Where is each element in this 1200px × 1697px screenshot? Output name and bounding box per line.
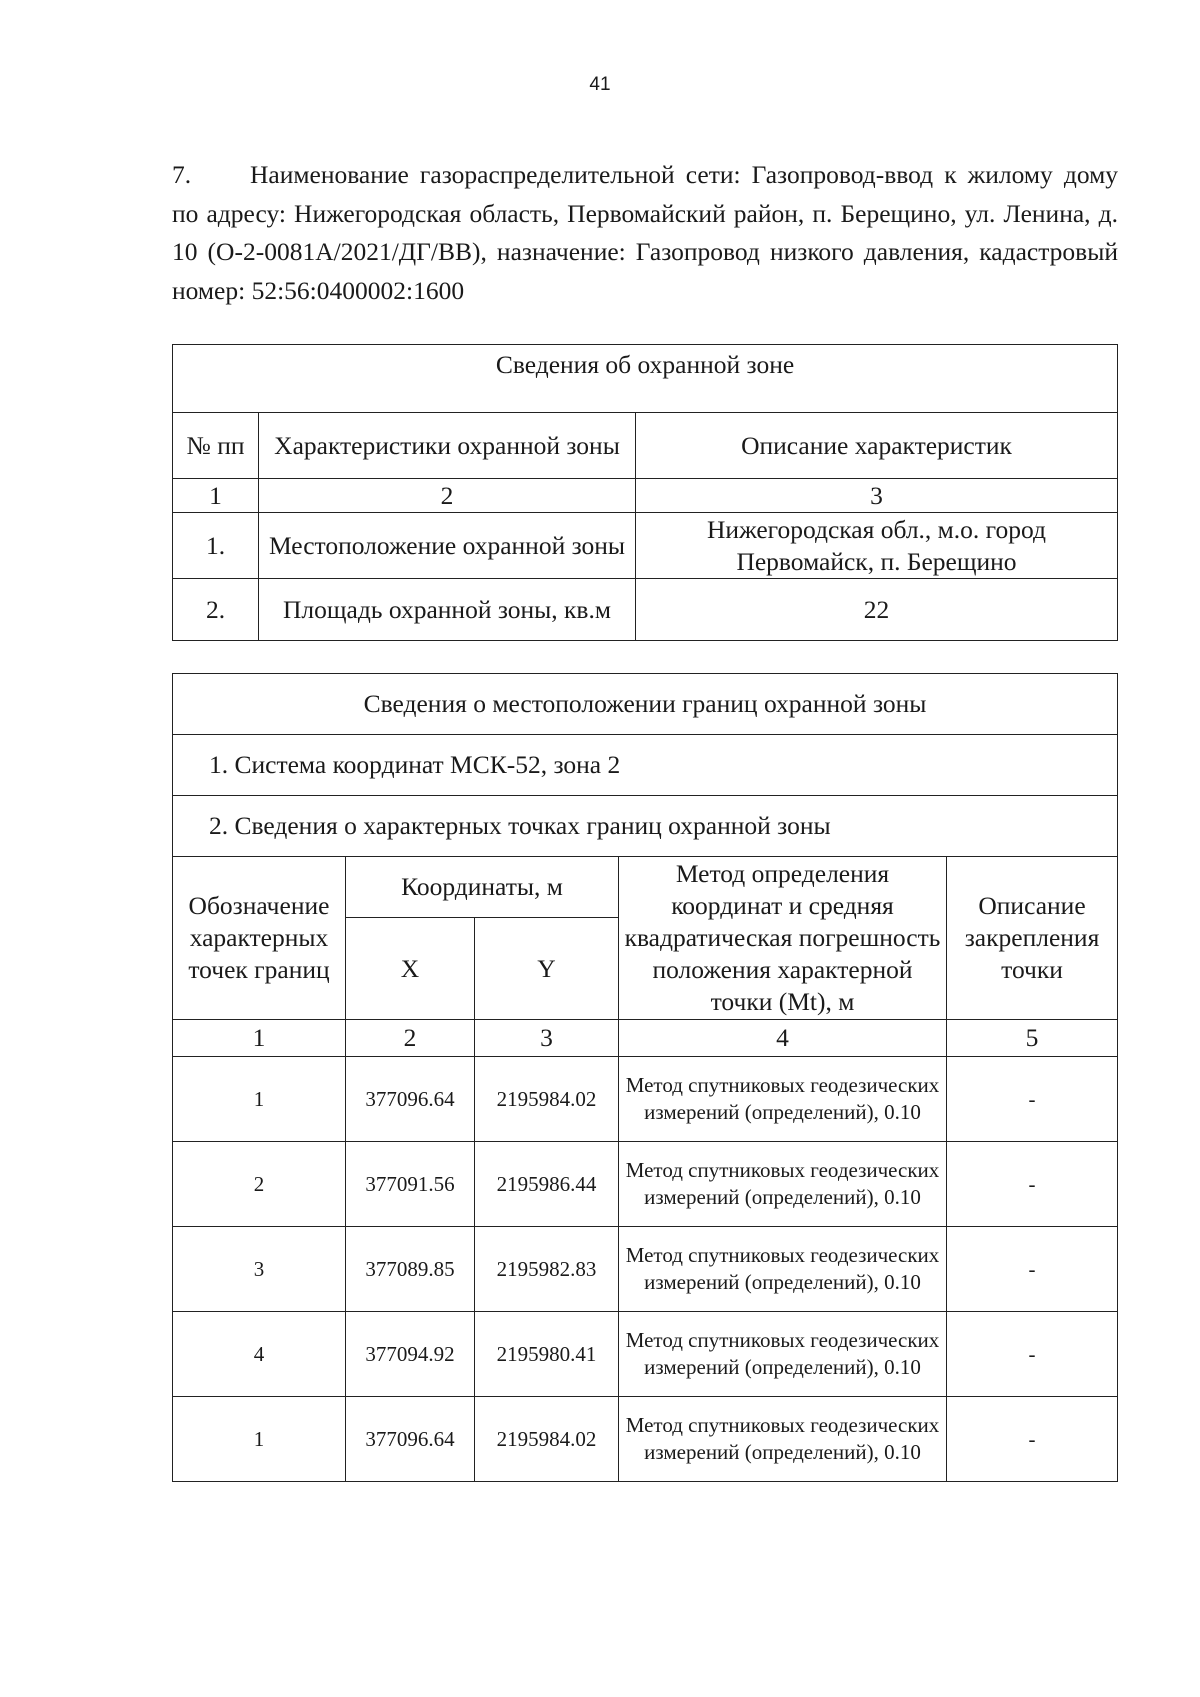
table-row bbox=[173, 1057, 1118, 1142]
coordinate-system: 1. Система координат МСК-52, зона 2 bbox=[173, 735, 1118, 796]
point-y: 2195984.02 bbox=[475, 1397, 619, 1482]
protected-zone-table bbox=[172, 344, 1118, 641]
row-characteristic: Местоположение охранной зоны bbox=[259, 513, 636, 579]
col-number-1: 1 bbox=[173, 1020, 346, 1057]
col-number-5: 5 bbox=[947, 1020, 1118, 1057]
point-method: Метод спутниковых геодезических измерений (определений), 0.10 bbox=[619, 1312, 947, 1397]
point-id: 4 bbox=[173, 1312, 346, 1397]
col-number-4: 4 bbox=[619, 1020, 947, 1057]
bounds-table-title: Сведения о местоположении границ охранной зоны bbox=[173, 674, 1118, 735]
zone-table-title: Сведения об охранной зоне bbox=[173, 345, 1118, 413]
header-description: Описание характеристик bbox=[636, 413, 1118, 479]
header-coordinates: Координаты, м bbox=[346, 857, 619, 918]
point-x: 377089.85 bbox=[346, 1227, 475, 1312]
point-y: 2195984.02 bbox=[475, 1057, 619, 1142]
point-description: - bbox=[947, 1397, 1118, 1482]
boundary-points-table bbox=[172, 673, 1118, 1482]
point-x: 377096.64 bbox=[346, 1057, 475, 1142]
point-description: - bbox=[947, 1227, 1118, 1312]
network-description-text: Наименование газораспределительной сети: Газопровод-ввод к жилому дому по адресу: Нижегородская область, Первомайский район, п. Берещино, ул. Ленина, д. 10 (О-2-0081А/2021/ДГ/ВВ), назначение: Газопровод низкого давления, кадастровый номер: 52:56:0400002:1600 bbox=[172, 160, 1118, 305]
point-id: 1 bbox=[173, 1057, 346, 1142]
col-number-2: 2 bbox=[259, 479, 636, 513]
col-number-2: 2 bbox=[346, 1020, 475, 1057]
point-description: - bbox=[947, 1057, 1118, 1142]
col-number-3: 3 bbox=[636, 479, 1118, 513]
header-fixing-description: Описание закрепления точки bbox=[947, 857, 1118, 1020]
table-row bbox=[173, 1142, 1118, 1227]
page-number: 41 bbox=[589, 74, 611, 95]
col-number-3: 3 bbox=[475, 1020, 619, 1057]
point-x: 377096.64 bbox=[346, 1397, 475, 1482]
header-designation: Обозначение характерных точек границ bbox=[173, 857, 346, 1020]
point-method: Метод спутниковых геодезических измерений (определений), 0.10 bbox=[619, 1057, 947, 1142]
table-row bbox=[173, 1227, 1118, 1312]
header-y: Y bbox=[475, 918, 619, 1020]
header-characteristics: Характеристики охранной зоны bbox=[259, 413, 636, 479]
header-row-number: № пп bbox=[173, 413, 259, 479]
row-number: 2. bbox=[173, 579, 259, 641]
item-number: 7. bbox=[172, 160, 192, 189]
row-characteristic: Площадь охранной зоны, кв.м bbox=[259, 579, 636, 641]
row-value: 22 bbox=[636, 579, 1118, 641]
point-method: Метод спутниковых геодезических измерений (определений), 0.10 bbox=[619, 1142, 947, 1227]
network-description bbox=[172, 156, 1118, 310]
point-description: - bbox=[947, 1312, 1118, 1397]
point-y: 2195986.44 bbox=[475, 1142, 619, 1227]
table-row bbox=[173, 1312, 1118, 1397]
point-method: Метод спутниковых геодезических измерений (определений), 0.10 bbox=[619, 1227, 947, 1312]
point-y: 2195980.41 bbox=[475, 1312, 619, 1397]
table-row bbox=[173, 1397, 1118, 1482]
header-method: Метод определения координат и средняя квадратическая погрешность положения характерной точки (Mt), м bbox=[619, 857, 947, 1020]
point-x: 377091.56 bbox=[346, 1142, 475, 1227]
point-description: - bbox=[947, 1142, 1118, 1227]
col-number-1: 1 bbox=[173, 479, 259, 513]
point-id: 3 bbox=[173, 1227, 346, 1312]
header-x: X bbox=[346, 918, 475, 1020]
row-value: Нижегородская обл., м.о. город Первомайск, п. Берещино bbox=[636, 513, 1118, 579]
points-title: 2. Сведения о характерных точках границ охранной зоны bbox=[173, 796, 1118, 857]
point-id: 1 bbox=[173, 1397, 346, 1482]
point-y: 2195982.83 bbox=[475, 1227, 619, 1312]
point-method: Метод спутниковых геодезических измерений (определений), 0.10 bbox=[619, 1397, 947, 1482]
point-x: 377094.92 bbox=[346, 1312, 475, 1397]
row-number: 1. bbox=[173, 513, 259, 579]
point-id: 2 bbox=[173, 1142, 346, 1227]
